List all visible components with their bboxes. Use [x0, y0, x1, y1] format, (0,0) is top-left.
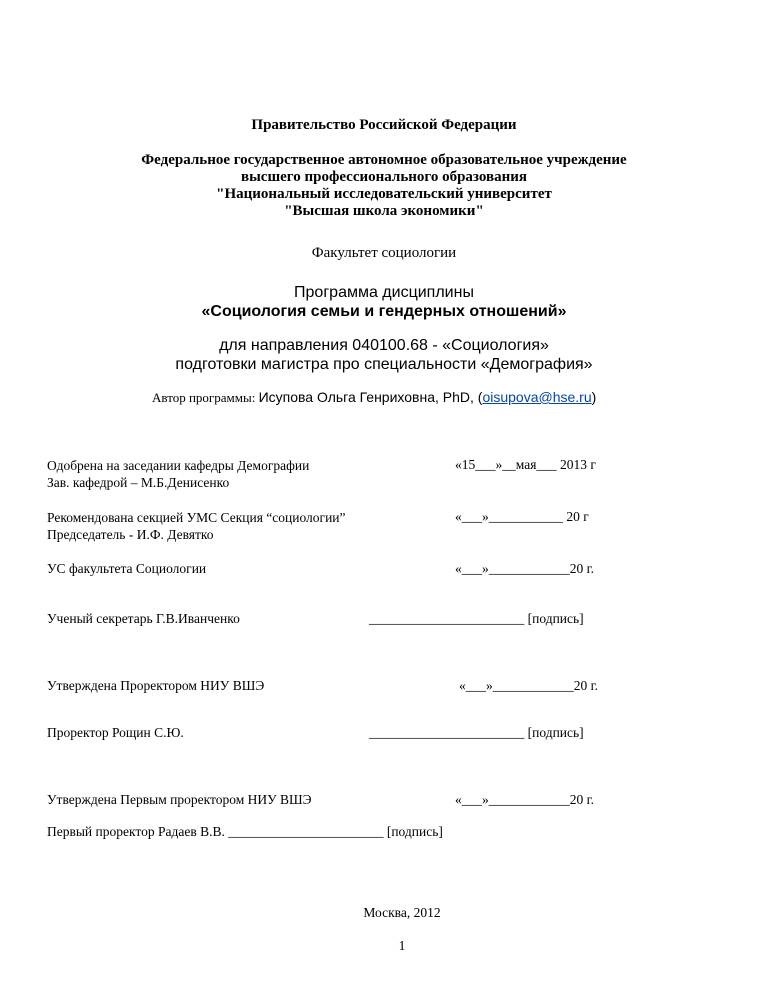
author-email-link[interactable]: oisupova@hse.ru [482, 389, 592, 405]
program-title [0, 283, 768, 321]
direction-line-2: подготовки магистра про специальности «Демография» [175, 356, 593, 373]
ums-date: «___»___________ 20 г [455, 509, 589, 524]
faculty-council-date: «___»____________20 г. [455, 561, 595, 576]
program-title-line-1: Программа дисциплины [294, 284, 474, 301]
secretary-signature: _______________________ [подпись] [369, 611, 584, 626]
institution-line-1: Федеральное государственное автономное образовательное учреждение [141, 152, 627, 168]
ums-recommendation [47, 509, 346, 543]
page-number: 1 [398, 938, 406, 953]
prorector-approval-date: «___»____________20 г. [459, 678, 599, 693]
secretary: Ученый секретарь Г.В.Иванченко [47, 611, 240, 626]
dept-approved-text: Одобрена на заседании кафедры Демографии [47, 458, 310, 473]
government-heading: Правительство Российской Федерации [251, 117, 517, 133]
first-prorector-signature-line: Первый проректор Радаев В.В. _______________________ [подпись] [47, 824, 443, 839]
direction-line-1: для направления 040100.68 - «Социология» [219, 337, 549, 354]
prorector-signature: _______________________ [подпись] [369, 725, 584, 740]
institution-line-3: "Национальный исследовательский университет [216, 186, 552, 202]
program-title-line-2: «Социология семьи и гендерных отношений» [201, 303, 567, 320]
program-direction [0, 336, 768, 374]
prorector-approval: Утверждена Проректором НИУ ВШЭ [47, 678, 265, 693]
faculty-name: Факультет социологии [311, 245, 457, 261]
ums-chair-text: Председатель - И.Ф. Девятко [47, 527, 214, 542]
first-prorector-approval: Утверждена Первым проректором НИУ ВШЭ [47, 792, 312, 807]
program-author [152, 389, 596, 406]
dept-head-text: Зав. кафедрой – М.Б.Денисенко [47, 475, 230, 490]
author-name: Исупова Ольга Генриховна, PhD, ( [258, 389, 483, 405]
faculty-council: УС факультета Социологии [47, 561, 207, 576]
prorector-name: Проректор Рощин С.Ю. [47, 725, 184, 740]
city-year: Москва, 2012 [363, 905, 441, 920]
institution-line-2: высшего профессионального образования [240, 169, 527, 185]
author-label: Автор программы: [152, 390, 256, 405]
first-prorector-approval-date: «___»____________20 г. [455, 792, 595, 807]
ums-recommended-text: Рекомендована секцией УМС Секция “социологии” [47, 510, 346, 525]
institution-line-4: "Высшая школа экономики" [284, 203, 484, 219]
author-close-paren: ) [591, 389, 597, 405]
institution-heading [0, 152, 768, 220]
dept-approval [47, 457, 309, 491]
dept-approval-date: «15___»__мая___ 2013 г [455, 457, 596, 472]
